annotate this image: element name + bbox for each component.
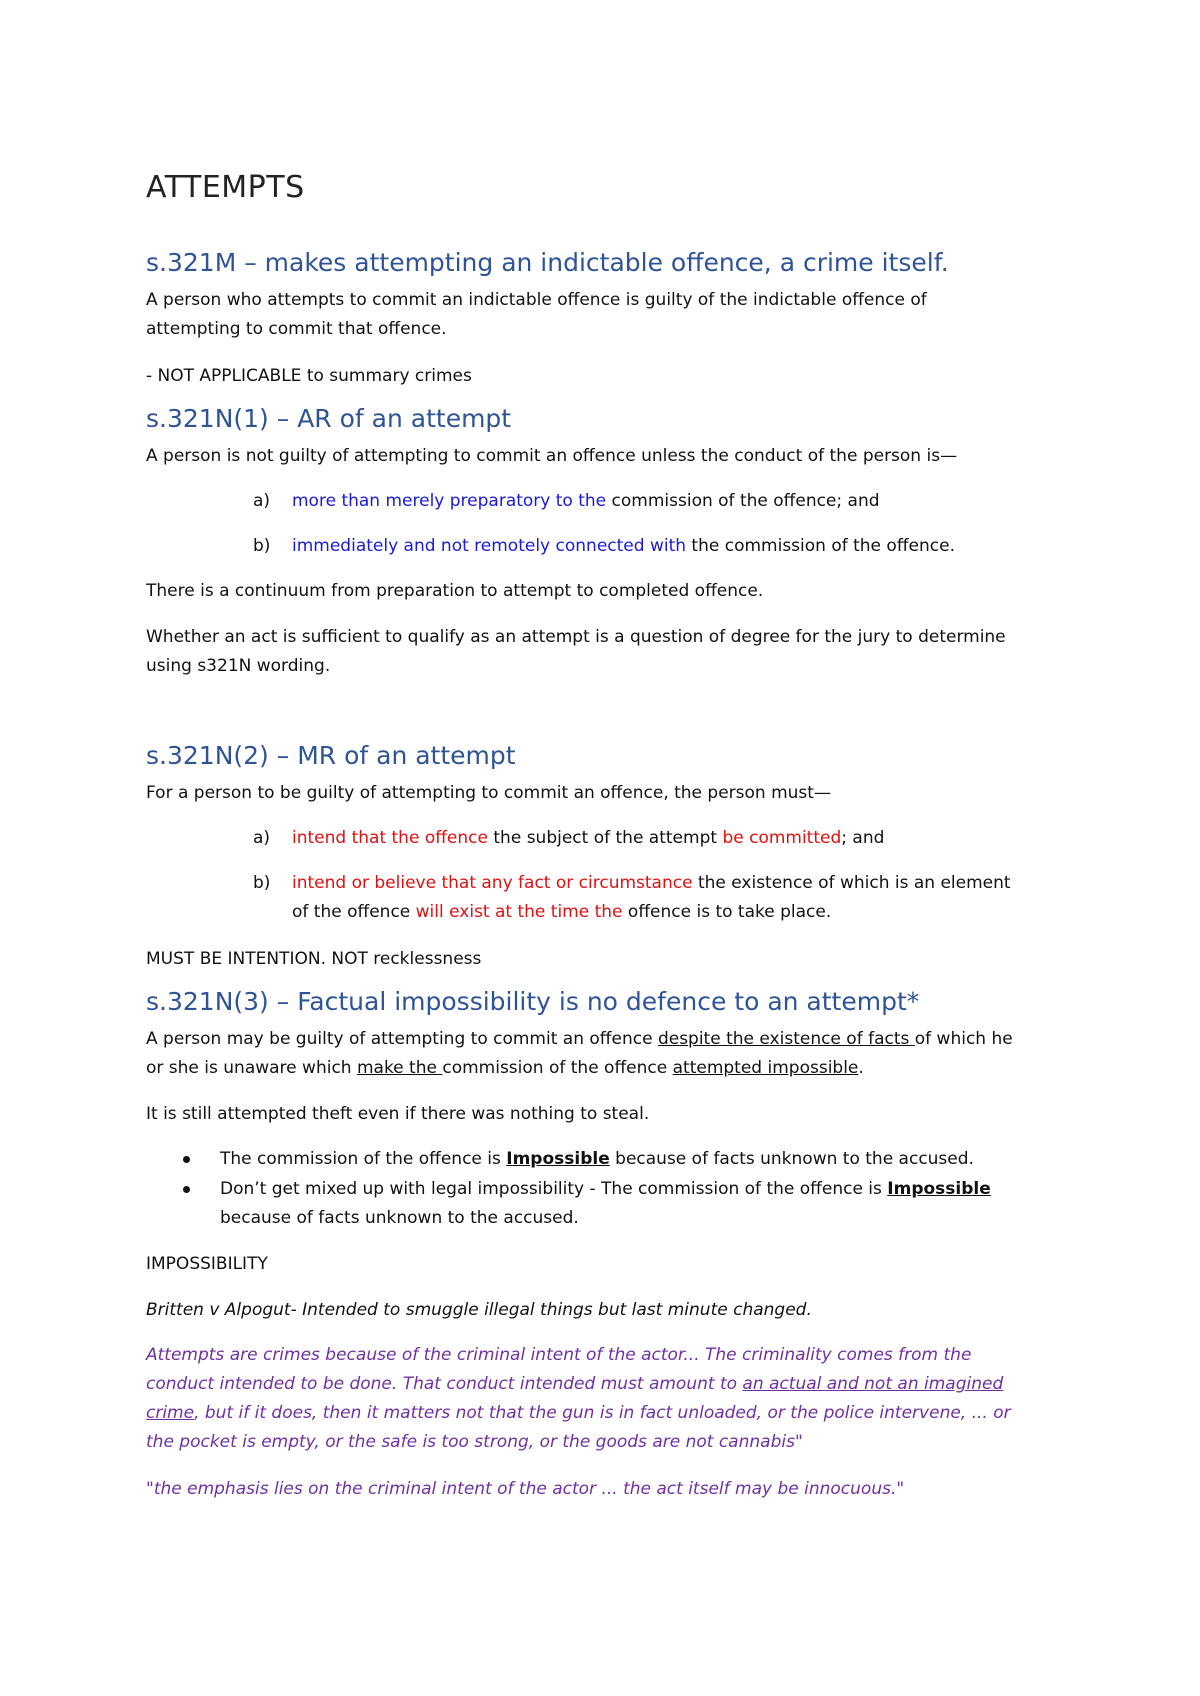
quote-line1: Attempts are crimes because of the criminal intent of the actor... The criminality comes from the — [146, 1345, 972, 1365]
heading-s321n3: s.321N(3) – Factual impossibility is no defence to an attempt* — [146, 987, 920, 1016]
bullet-text — [220, 1175, 1060, 1233]
quote-l2-underlined: an actual and not an imagined — [742, 1374, 1004, 1394]
item-a-rest: commission of the offence; and — [606, 491, 880, 511]
item-b-text — [292, 532, 1082, 561]
item-a-middle: the subject of the attempt — [487, 828, 723, 848]
bullet2-a: Don’t get mixed up with legal impossibility - The commission of the offence is — [220, 1179, 888, 1199]
item-b-marker: b) — [253, 873, 271, 893]
bullet2-line2: because of facts unknown to the accused. — [220, 1208, 579, 1228]
item-a-marker: a) — [253, 491, 271, 511]
bullet-dot — [183, 1186, 190, 1193]
item-b-rest: the commission of the offence. — [686, 536, 955, 556]
page-title: ATTEMPTS — [146, 170, 305, 205]
s321n3-l2-b: commission of the offence — [442, 1058, 673, 1078]
heading-s321m: s.321M – makes attempting an indictable offence, a crime itself. — [146, 248, 949, 277]
item-b-marker: b) — [253, 536, 271, 556]
case-britten-v-alpogut: Britten v Alpogut- Intended to smuggle illegal things but last minute changed. — [146, 1300, 812, 1320]
quote-l3-b: , but if it does, then it matters not that the gun is in fact unloaded, or the police intervene, ... or — [194, 1403, 1011, 1423]
s321n3-l2-a: or she is unaware which — [146, 1058, 357, 1078]
heading-s321n2: s.321N(2) – MR of an attempt — [146, 741, 516, 770]
quote-line4: the pocket is empty, or the safe is too strong, or the goods are not cannabis" — [146, 1432, 803, 1452]
item-b-end: offence is to take place. — [622, 902, 832, 922]
s321n3-l2-underlined-1: make the — [356, 1058, 443, 1078]
item-b-middle: the existence of which is an element — [692, 873, 1011, 893]
item-a-red-1: intend that the offence — [292, 828, 488, 848]
item-a-highlight: more than merely preparatory to the — [292, 491, 607, 511]
s321m-paragraph — [146, 286, 1076, 344]
degree-line1: Whether an act is sufficient to qualify as an attempt is a question of degree for the jury to determine — [146, 627, 1006, 647]
emphasis-quote: "the emphasis lies on the criminal intent of the actor ... the act itself may be innocuous." — [146, 1479, 905, 1499]
intention-note: MUST BE INTENTION. NOT recklessness — [146, 949, 482, 969]
bullet2-emphasis: Impossible — [887, 1179, 991, 1199]
degree-line2: using s321N wording. — [146, 656, 331, 676]
s321m-paragraph-line1: A person who attempts to commit an indictable offence is guilty of the indictable offence of — [146, 290, 927, 310]
s321n1-intro: A person is not guilty of attempting to commit an offence unless the conduct of the person is— — [146, 446, 958, 466]
s321n3-paragraph — [146, 1025, 1076, 1083]
item-a-text — [292, 487, 1082, 516]
bullet1-c: because of facts unknown to the accused. — [609, 1149, 974, 1169]
s321m-paragraph-line2: attempting to commit that offence. — [146, 319, 447, 339]
s321n3-l2-underlined-2: attempted impossible — [672, 1058, 859, 1078]
degree-paragraph — [146, 623, 1076, 681]
s321n3-l1-underlined: despite the existence of facts — [657, 1029, 915, 1049]
bullet-text — [220, 1145, 1060, 1174]
item-a-end: ; and — [841, 828, 885, 848]
theft-text: It is still attempted theft even if there was nothing to steal. — [146, 1104, 650, 1124]
bullet-dot — [183, 1156, 190, 1163]
item-b-line2-start: of the offence — [292, 902, 416, 922]
item-a-text — [292, 824, 1082, 853]
item-b-highlight: immediately and not remotely connected with — [292, 536, 687, 556]
heading-s321n1: s.321N(1) – AR of an attempt — [146, 404, 512, 433]
bullet1-a: The commission of the offence is — [220, 1149, 507, 1169]
quote-paragraph — [146, 1341, 1076, 1457]
quote-l3-underlined: crime — [146, 1403, 195, 1423]
s321n3-l1-a: A person may be guilty of attempting to commit an offence — [146, 1029, 658, 1049]
s321n2-intro: For a person to be guilty of attempting to commit an offence, the person must— — [146, 783, 831, 803]
continuum-text: There is a continuum from preparation to attempt to completed offence. — [146, 581, 764, 601]
impossibility-label: IMPOSSIBILITY — [146, 1254, 268, 1274]
item-b-red-2: will exist at the time the — [415, 902, 623, 922]
item-b-red-1: intend or believe that any fact or circumstance — [292, 873, 693, 893]
s321n3-l1-b: of which he — [914, 1029, 1013, 1049]
item-a-red-2: be committed — [722, 828, 842, 848]
s321m-note: - NOT APPLICABLE to summary crimes — [146, 366, 472, 386]
quote-l2-a: conduct intended to be done. That conduct intended must amount to — [146, 1374, 743, 1394]
item-b-text — [292, 869, 1082, 927]
s321n3-l2-c: . — [858, 1058, 864, 1078]
bullet1-emphasis: Impossible — [506, 1149, 610, 1169]
item-a-marker: a) — [253, 828, 271, 848]
